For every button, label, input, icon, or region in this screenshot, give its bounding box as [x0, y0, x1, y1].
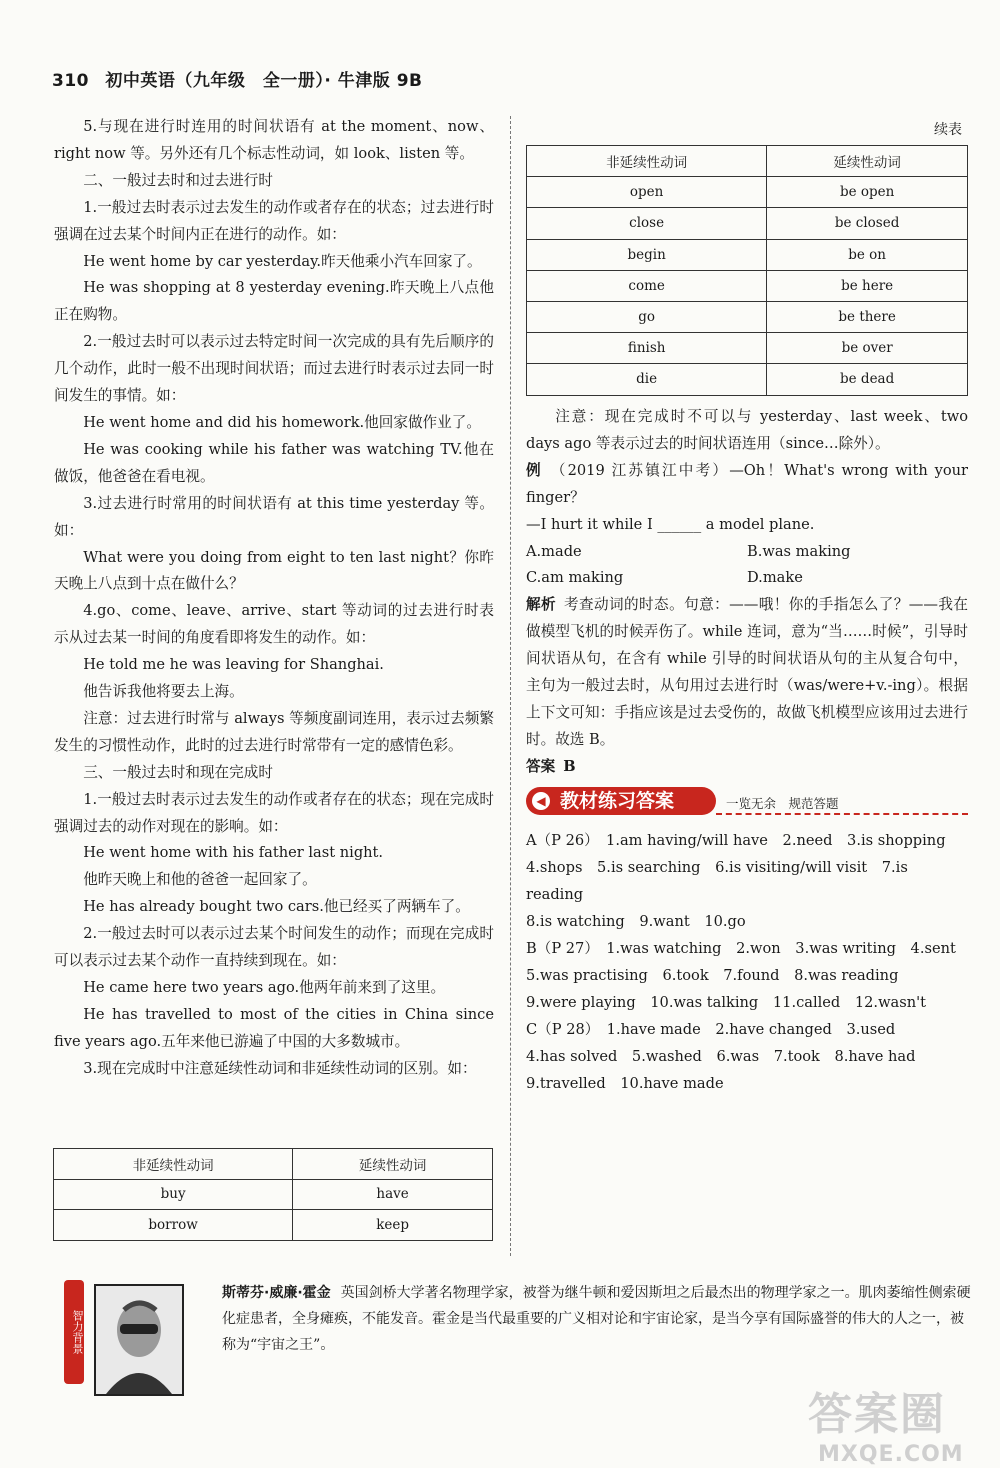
example-sentence: He was cooking while his father was watching TV.他在做饭，他爸爸在看电视。: [54, 440, 494, 485]
answer-line: 9.were playing 10.was talking 11.called 12.wasn't: [526, 993, 927, 1011]
example-sentence: He went home by car yesterday.昨天他乘小汽车回家了。: [83, 252, 482, 270]
bio-name: 斯蒂芬·威廉·霍金: [222, 1285, 331, 1301]
paragraph: 2.一般过去时可以表示过去某个时间发生的动作；而现在完成时可以表示过去某个动作一直持续到现在。如：: [54, 925, 494, 970]
book-title: 初中英语（九年级 全一册）· 牛津版 9B: [105, 71, 423, 91]
table-header: 延续性动词: [767, 146, 968, 177]
answer-line: 4.shops 5.is searching 6.is visiting/will visit 7.is reading: [526, 858, 908, 903]
option-c: C.am making: [526, 569, 624, 587]
bio-description: 英国剑桥大学著名物理学家，被誉为继牛顿和爱因斯坦之后最杰出的物理学家之一。肌肉萎缩性侧索硬化症患者，全身瘫痪，不能发音。霍金是当代最重要的广义相对论和宇宙论家，是当今享有国际盛誉的伟大的人之一，被称为“宇宙之王”。: [222, 1285, 971, 1353]
answer-line: 8.is watching 9.want 10.go: [526, 912, 746, 930]
table-row: [527, 239, 968, 270]
paragraph: 3.现在完成时中注意延续性动词和非延续性动词的区别。如：: [83, 1059, 477, 1077]
paragraph: 4.go、come、leave、arrive、start 等动词的过去进行时表示从过去某一时间的角度看即将发生的动作。如：: [54, 602, 494, 647]
table-cell: borrow: [54, 1210, 293, 1241]
table-header-row: [527, 146, 968, 177]
example-sentence: He came here two years ago.他两年前来到了这里。: [83, 979, 446, 996]
answer-line: 5.was practising 6.took 7.found 8.was reading: [526, 966, 899, 984]
watermark-line1: 答案圈: [808, 1389, 946, 1440]
banner-title-text: 教材练习答案: [560, 789, 675, 812]
table-cell: open: [527, 177, 767, 208]
table-row: [527, 177, 968, 208]
example-sentence: What were you doing from eight to ten last night？你昨天晚上八点到十点在做什么？: [54, 548, 494, 593]
table-cell: be there: [767, 301, 968, 332]
example-sentence: He told me he was leaving for Shanghai.: [83, 656, 384, 674]
column-divider: [510, 116, 511, 1256]
example-translation: 他昨天晚上和他的爸爸一起回家了。: [83, 871, 317, 889]
exercise-answer-list: [526, 827, 968, 1097]
speaker-icon: ◀: [532, 792, 550, 810]
bio-text: [222, 1280, 972, 1358]
analysis-text: 考查动词的时态。句意：——哦！你的手指怎么了？——我在做模型飞机的时候弄伤了。while 连词，意为“当……时候”，引导时间状语从句，在含有 while 引导的时间状语从句的主从复合句中，主句为一般过去时，从句用过去进行时（was/were+v.-ing）。根据上下文可知：手指应该是过去受伤的，故做飞机模型应该用过去进行时。故选 B。: [526, 596, 968, 748]
analysis-label: 解析: [526, 596, 557, 614]
question-text: （2019 江苏镇江中考）—Oh！What's wrong with your finger？: [526, 461, 968, 506]
option-b: B.was making: [747, 542, 851, 560]
table-cell: be on: [767, 239, 968, 270]
answer-line: 9.travelled 10.have made: [526, 1074, 724, 1092]
watermark-line2: MXQE.COM: [818, 1442, 964, 1467]
table-cell: begin: [527, 239, 767, 270]
answer-line: C（P 28） 1.have made 2.have changed 3.used: [526, 1020, 896, 1038]
example-question: [526, 458, 968, 512]
analysis: [526, 592, 968, 753]
banner-subtitle: 一览无余 规范答题: [726, 795, 839, 811]
table-cell: come: [527, 270, 767, 301]
answer: [526, 754, 968, 781]
table-cell: keep: [293, 1210, 493, 1241]
page-header: [52, 66, 423, 91]
example-sentence: He went home and did his homework.他回家做作业了。: [83, 413, 481, 431]
blank-line: —I hurt it while I ______ a model plane.: [526, 515, 815, 533]
right-column: [526, 404, 968, 1097]
paragraph: 2.一般过去时可以表示过去特定时间一次完成的具有先后顺序的几个动作，此时一般不出现时间状语；而过去进行时表示过去同一时间发生的事情。如：: [54, 333, 494, 405]
answer-line: A（P 26） 1.am having/will have 2.need 3.is shopping: [526, 831, 946, 849]
table-cell: close: [527, 208, 767, 239]
table-header-row: [54, 1149, 493, 1180]
table-cell: have: [293, 1179, 493, 1210]
answer-value: B: [563, 757, 576, 775]
watermark: [808, 1378, 964, 1467]
table-cell: be open: [767, 177, 968, 208]
section-heading: 三、一般过去时和现在完成时: [83, 763, 273, 781]
banner-rule: [716, 813, 968, 815]
paragraph: 5.与现在进行时连用的时间状语有 at the moment、now、right now 等。另外还有几个标志性动词，如 look、listen 等。: [54, 118, 494, 162]
note: 注意：现在完成时不可以与 yesterday、last week、two days ago 等表示过去的时间状语连用（since…除外）。: [526, 408, 968, 452]
example-sentence: He has travelled to most of the cities in China since five years ago.五年来他已游遍了中国的大多数城市。: [54, 1005, 494, 1050]
exercise-answers-banner: [526, 787, 968, 817]
table-cell: be here: [767, 270, 968, 301]
answer-label: 答案: [526, 757, 556, 775]
left-column: [54, 114, 494, 1083]
example-label: 例: [526, 461, 543, 479]
paragraph: 3.过去进行时常用的时间状语有 at this time yesterday 等。如：: [54, 494, 494, 539]
table-row: [527, 208, 968, 239]
table-row: [527, 270, 968, 301]
section-heading: 二、一般过去时和过去进行时: [83, 171, 273, 189]
table-cell: be over: [767, 333, 968, 364]
table-header: 延续性动词: [293, 1149, 493, 1180]
table-row: [527, 333, 968, 364]
example-sentence: He was shopping at 8 yesterday evening.昨天晚上八点他正在购物。: [54, 279, 494, 324]
option-a: A.made: [526, 542, 582, 560]
table-row: [54, 1210, 493, 1241]
banner-title: [526, 787, 716, 815]
example-sentence: He went home with his father last night.: [83, 844, 384, 862]
paragraph: 1.一般过去时表示过去发生的动作或者存在的状态；现在完成时强调过去的动作对现在的影响。如：: [54, 790, 494, 835]
options: [526, 539, 968, 593]
paragraph: 1.一般过去时表示过去发生的动作或者存在的状态；过去进行时强调在过去某个时间内正在进行的动作。如：: [54, 198, 494, 243]
table-cell: go: [527, 301, 767, 332]
hawking-portrait: [94, 1284, 184, 1396]
table-cell: finish: [527, 333, 767, 364]
page-number: 310: [52, 71, 89, 91]
example-sentence: He has already bought two cars.他已经买了两辆车了。: [83, 898, 470, 916]
table-cell: be closed: [767, 208, 968, 239]
table-cell: be dead: [767, 364, 968, 395]
verb-table-right: [526, 145, 968, 396]
option-d: D.make: [747, 569, 803, 587]
example-translation: 他告诉我他将要去上海。: [83, 683, 244, 701]
table-header: 非延续性动词: [54, 1149, 293, 1180]
table-cell: buy: [54, 1179, 293, 1210]
table-row: [54, 1179, 493, 1210]
continued-label: 续表: [934, 122, 962, 138]
verb-table-left: [53, 1148, 493, 1241]
note: 注意：过去进行时常与 always 等频度副词连用，表示过去频繁发生的习惯性动作，此时的过去进行时常带有一定的感情色彩。: [54, 709, 494, 754]
table-cell: die: [527, 364, 767, 395]
answer-line: B（P 27） 1.was watching 2.won 3.was writing 4.sent: [526, 939, 956, 957]
portrait-illustration: [96, 1286, 182, 1394]
table-row: [527, 364, 968, 395]
bio-tag: 智力背景: [64, 1280, 84, 1384]
table-header: 非延续性动词: [527, 146, 767, 177]
answer-line: 4.has solved 5.washed 6.was 7.took 8.have had: [526, 1047, 916, 1065]
table-row: [527, 301, 968, 332]
